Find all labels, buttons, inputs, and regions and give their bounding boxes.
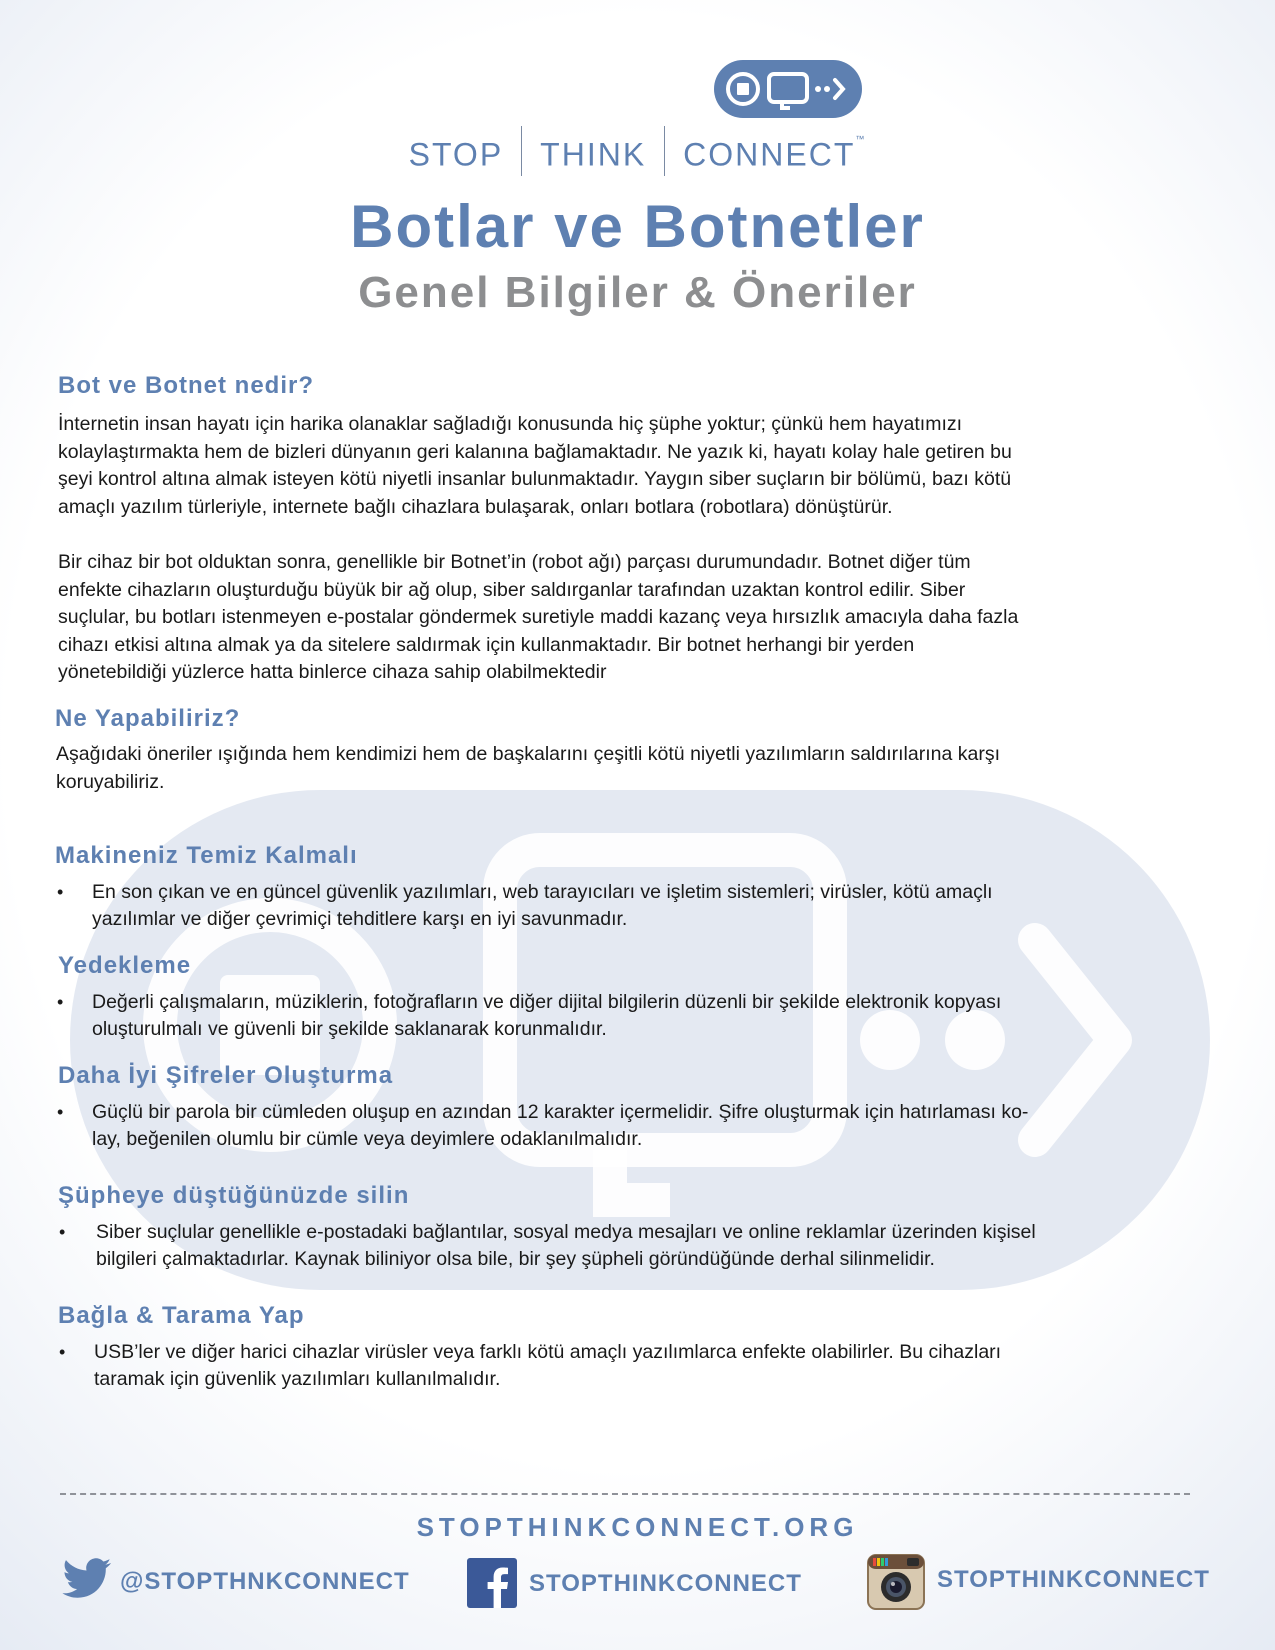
brand-separator <box>664 126 665 176</box>
facebook-handle[interactable]: STOPTHINKCONNECT <box>529 1570 802 1597</box>
bullet-delete <box>96 1219 1036 1273</box>
bullet-scan <box>94 1339 1001 1393</box>
heading-what-can-we-do: Ne Yapabiliriz? <box>55 705 241 732</box>
text-line: İnternetin insan hayatı için harika olanaklar sağladığı konusunda hiç şüphe yoktur; çünkü hem hayatımızı <box>58 413 963 435</box>
brand-trademark: ™ <box>855 134 867 144</box>
heading-backup: Yedekleme <box>58 952 192 979</box>
text-line: Aşağıdaki öneriler ışığında hem kendimizi hem de başkalarını çeşitli kötü niyetli yazılımların saldırılarına karşı <box>56 743 1000 765</box>
instagram-camera-icon[interactable] <box>867 1554 925 1610</box>
text-line: yönetebildiği yüzlerce hatta binlerce cihaza sahip olabilmektedir <box>58 661 607 683</box>
twitter-handle[interactable]: @STOPTHNKCONNECT <box>120 1568 410 1595</box>
text-line: taramak için güvenlik yazılımları kullanılmalıdır. <box>94 1368 501 1390</box>
text-line: Siber suçlular genellikle e-postadaki bağlantılar, sosyal medya mesajları ve online reklamlar üzerinden kişisel <box>96 1221 1036 1243</box>
text-line: Değerli çalışmaların, müziklerin, fotoğrafların ve diğer dijital bilgilerin düzenli bir şekilde elektronik kopyası <box>92 991 1002 1013</box>
instagram-handle[interactable]: STOPTHINKCONNECT <box>937 1566 1210 1593</box>
paragraph-botnet-1 <box>58 411 1012 521</box>
text-line: koruyabiliriz. <box>56 770 165 793</box>
heading-keep-clean: Makineniz Temiz Kalmalı <box>55 842 358 869</box>
brand-separator <box>521 126 522 176</box>
facebook-icon[interactable] <box>467 1558 517 1608</box>
bullet-keep-clean <box>92 879 993 933</box>
bullet-passwords <box>92 1099 1028 1153</box>
heading-botnet: Bot ve Botnet nedir? <box>58 372 315 399</box>
text-line: USB’ler ve diğer harici cihazlar virüsler veya farklı kötü amaçlı yazılımlarca enfekte olabilirler. Bu cihazları <box>94 1341 1002 1363</box>
text-line: suçlular, bu botları istenmeyen e-postalar göndermek suretiyle maddi kazanç veya hırsızlık amacıyla daha fazla <box>58 606 1019 628</box>
text-line: En son çıkan ve en güncel güvenlik yazılımları, web tarayıcıları ve işletim sistemleri; virüsler, kötü amaçlı <box>92 881 993 903</box>
text-line: enfekte cihazların oluşturduğu büyük bir ağ olup, siber saldırganlar tarafından uzaktan kontrol edilir. Siber <box>58 578 966 601</box>
stop-think-connect-logo-icon <box>714 60 862 118</box>
brand-think: THINK <box>540 136 647 173</box>
page-subtitle: Genel Bilgiler & Öneriler <box>358 268 917 317</box>
twitter-bird-icon[interactable] <box>62 1558 112 1600</box>
text-line: Bir cihaz bir bot olduktan sonra, genellikle bir Botnet’in (robot ağı) parçası durumundadır. Botnet diğer tüm <box>58 551 971 573</box>
text-line: Güçlü bir parola bir cümleden oluşup en azından 12 karakter içermelidir. Şifre oluşturmak için hatırlaması ko- <box>92 1101 1029 1123</box>
text-line: lay, beğenilen olumlu bir cümle veya deyimlere odaklanılmalıdır. <box>92 1128 643 1150</box>
bullet-marker: • <box>57 992 64 1012</box>
website-link[interactable]: STOPTHINKCONNECT.ORG <box>416 1512 859 1542</box>
brand-wordmark <box>0 132 1275 182</box>
text-line: cihazı etkisi altına almak ya da sitelere saldırmak için kullanmaktadır. Bir botnet herhangi bir yerden <box>58 633 915 656</box>
page-title: Botlar ve Botnetler <box>350 193 925 260</box>
text-line: kolaylaştırmakta hem de bizleri dünyanın geri kalanına bağlamaktadır. Ne yazık ki, hayatı kolay hale getiren bu <box>58 440 1012 463</box>
brand-stop: STOP <box>408 136 504 173</box>
bullet-marker: • <box>59 1222 66 1242</box>
text-line: bilgileri çalmaktadırlar. Kaynak biliniyor olsa bile, bir şey şüpheli göründüğünde derhal silinmelidir. <box>96 1248 935 1270</box>
heading-scan: Bağla & Tarama Yap <box>58 1302 305 1329</box>
bullet-marker: • <box>59 1342 66 1362</box>
bullet-marker: • <box>57 1102 64 1122</box>
text-line: şeyi kontrol altına almak isteyen kötü niyetli insanlar bulunmaktadır. Yaygın siber suçların bir bölümü, bazı kötü <box>58 468 1012 490</box>
footer-divider <box>60 1493 1190 1495</box>
text-line: amaçlı yazılım türleriyle, internete bağlı cihazlara bulaşarak, onları botlara (robotlara) dönüştürür. <box>58 495 893 518</box>
paragraph-what <box>56 741 1000 796</box>
bullet-backup <box>92 989 1001 1043</box>
text-line: oluşturulmalı ve güvenli bir şekilde saklanarak korunmalıdır. <box>92 1018 607 1040</box>
text-line: yazılımlar ve diğer çevrimiçi tehditlere karşı en iyi savunmadır. <box>92 908 628 930</box>
brand-connect: CONNECT <box>683 136 856 173</box>
bullet-marker: • <box>57 882 64 902</box>
paragraph-botnet-2 <box>58 549 1018 687</box>
heading-delete: Şüpheye düştüğünüzde silin <box>58 1182 410 1209</box>
heading-passwords: Daha İyi Şifreler Oluşturma <box>58 1062 394 1089</box>
